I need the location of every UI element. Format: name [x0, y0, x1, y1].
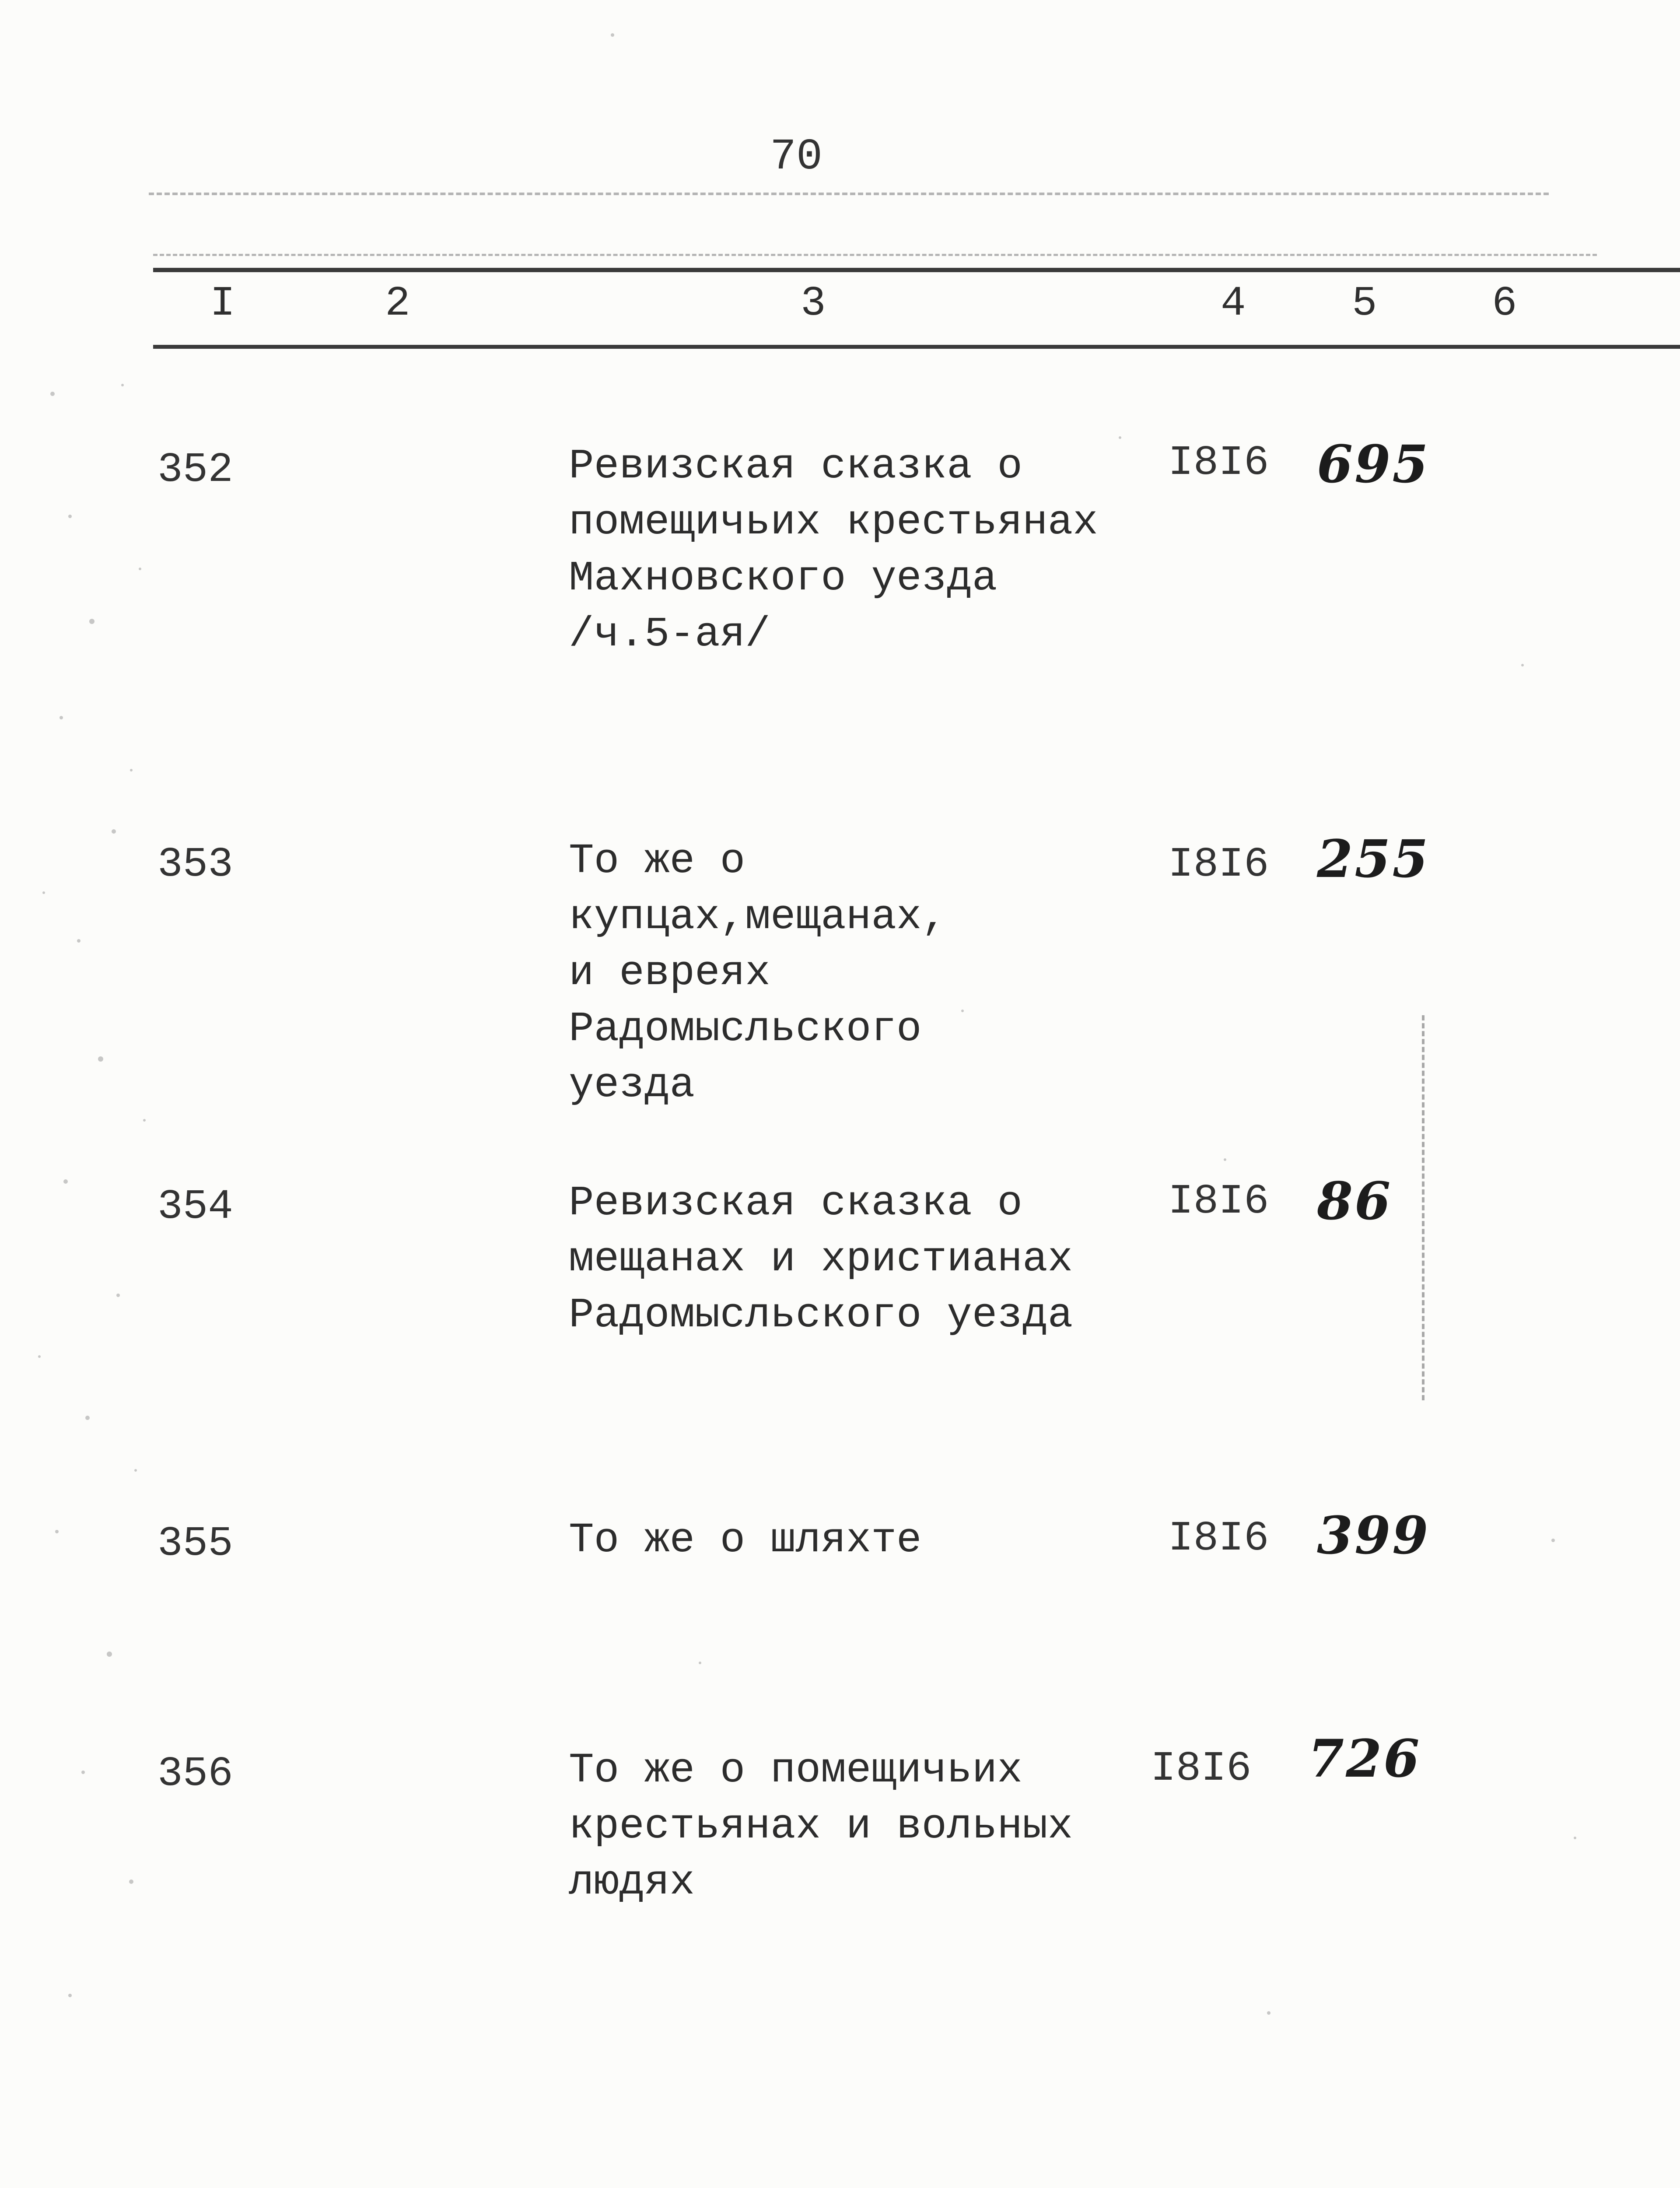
row-356-description: То же о помещичьих крестьянах и вольных людях	[569, 1746, 1073, 1906]
row-356-number: 356	[158, 1750, 233, 1798]
header-bottom-rule	[153, 345, 1680, 349]
header-top-rule	[153, 268, 1680, 272]
row-354-number: 354	[158, 1183, 233, 1231]
row-352-description: Ревизская сказка о помещичьих крестьянах Махновского уезда /ч.5-ая/	[569, 442, 1098, 658]
row-354-description: Ревизская сказка о мещанах и христианах Радомысльского уезда	[569, 1179, 1073, 1339]
row-356-count: 726	[1308, 1728, 1421, 1789]
column-header-3: 3	[801, 280, 826, 327]
row-352-number: 352	[158, 446, 233, 494]
row-352-year: I8I6	[1168, 439, 1269, 487]
row-354-count: 86	[1317, 1171, 1393, 1231]
row-355-year: I8I6	[1168, 1515, 1269, 1562]
row-353-number: 353	[158, 841, 233, 888]
row-356-year: I8I6	[1151, 1745, 1252, 1792]
page-number: 70	[770, 133, 823, 182]
column-header-2: 2	[385, 280, 410, 327]
column-header-4: 4	[1221, 280, 1246, 327]
row-353-description: То же о купцах,мещанах, и евреях Радомысльского уезда	[569, 837, 947, 1109]
row-353-count: 255	[1317, 828, 1430, 889]
margin-dashed-mark	[1422, 1015, 1424, 1400]
row-355-number: 355	[158, 1520, 233, 1567]
row-354-year: I8I6	[1168, 1178, 1269, 1225]
column-header-6: 6	[1492, 280, 1517, 327]
row-352-count: 695	[1317, 434, 1430, 494]
column-header-5: 5	[1352, 280, 1377, 327]
column-header-1: I	[210, 280, 235, 327]
header-dashed-rule	[153, 254, 1597, 256]
row-353-year: I8I6	[1168, 841, 1269, 888]
row-355-description: То же о шляхте	[569, 1516, 922, 1564]
top-dashed-rule	[149, 193, 1549, 195]
row-355-count: 399	[1317, 1505, 1430, 1566]
